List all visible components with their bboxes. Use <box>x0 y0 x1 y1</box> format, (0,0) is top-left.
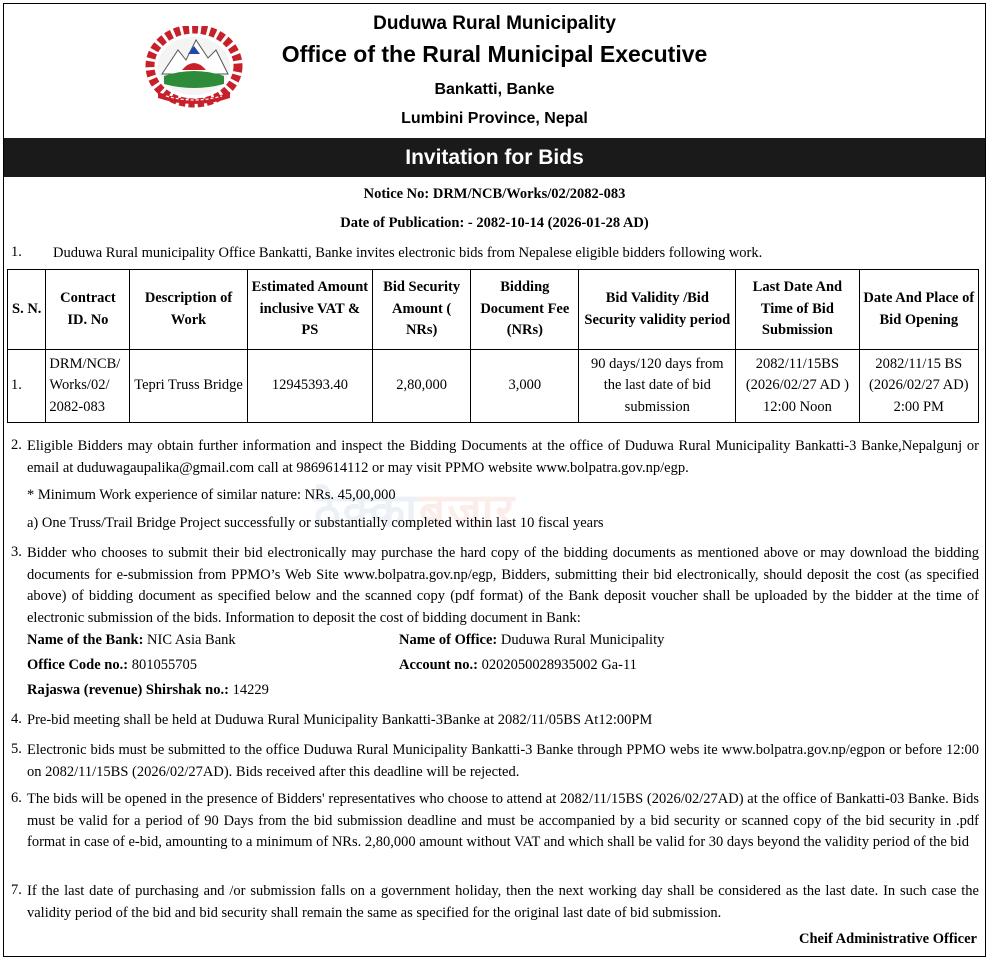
office-name: Office of the Rural Municipal Executive <box>281 41 708 67</box>
watermark-logo: ठेक्काबजार <box>314 483 517 537</box>
cell-bid-security: 2,80,000 <box>373 350 471 423</box>
item-2-text: Eligible Bidders may obtain further information and inspect the Bidding Documents at the office of Duduwa Rural Municipality Bankatti-3 Banke,Nepalgunj or email at duduwagaupalika@gmail.com call at 9869614112 or may visit PPMO website www.bolpatra.gov.np/egp. <box>27 438 979 476</box>
cell-document-fee: 3,000 <box>471 350 579 423</box>
table-header-row <box>8 270 979 350</box>
item-4-text: Pre-bid meeting shall be held at Duduwa Rural Municipality Bankatti-3Banke at 2082/11/05BS At12:00PM <box>27 712 653 728</box>
col-header-estimated-amount: Estimated Amount inclusive VAT & PS <box>247 270 372 350</box>
office-name-field: Name of Office: Duduwa Rural Municipality <box>399 632 665 648</box>
experience-condition: a) One Truss/Trail Bridge Project successfully or substantially completed within last 10 fiscal years <box>27 515 604 531</box>
publication-date: Date of Publication: - 2082-10-14 (2026-01-28 AD) <box>340 215 649 231</box>
signature-title: Cheif Administrative Officer <box>799 931 977 947</box>
invitation-banner: Invitation for Bids <box>4 138 985 177</box>
item-5-text: Electronic bids must be submitted to the office Duduwa Rural Municipality Bankatti-3 Banke through PPMO webs ite www.bolpatra.gov.np/egpon or before 12:00 on 2082/11/15BS (2026/02/27AD). Bids received after this deadline will be rejected. <box>27 742 979 780</box>
cell-sn: 1. <box>8 350 46 423</box>
item-number: 7. <box>11 882 22 898</box>
letterhead <box>4 4 985 138</box>
item-number: 4. <box>11 711 22 727</box>
office-address: Bankatti, Banke <box>434 81 555 98</box>
item-number: 6. <box>11 790 22 806</box>
rajaswa-shirshak: Rajaswa (revenue) Shirshak no.: 14229 <box>27 682 269 698</box>
item-number: 3. <box>11 544 22 560</box>
col-header-description: Description of Work <box>130 270 247 350</box>
office-province: Lumbini Province, Nepal <box>401 110 588 127</box>
col-header-opening: Date And Place of Bid Opening <box>859 270 978 350</box>
col-header-sn: S. N. <box>8 270 46 350</box>
municipality-name: Duduwa Rural Municipality <box>373 13 616 34</box>
office-code: Office Code no.: 801055705 <box>27 657 197 673</box>
item-number: 1. <box>11 244 22 260</box>
col-header-last-date: Last Date And Time of Bid Submission <box>736 270 859 350</box>
cell-last-date: 2082/11/15BS (2026/02/27 AD ) 12:00 Noon <box>736 350 859 423</box>
col-header-validity: Bid Validity /Bid Security validity period <box>579 270 736 350</box>
cell-opening: 2082/11/15 BS (2026/02/27 AD) 2:00 PM <box>859 350 978 423</box>
col-header-contract-id: Contract ID. No <box>46 270 130 350</box>
notice-sheet <box>3 3 986 957</box>
bank-name: Name of the Bank: NIC Asia Bank <box>27 632 236 648</box>
col-header-bid-security: Bid Security Amount ( NRs) <box>373 270 471 350</box>
table-row <box>8 350 979 423</box>
cell-estimated-amount: 12945393.40 <box>247 350 372 423</box>
bids-table <box>7 269 979 423</box>
col-header-document-fee: Bidding Document Fee (NRs) <box>471 270 579 350</box>
item-number: 5. <box>11 741 22 757</box>
cell-description: Tepri Truss Bridge <box>130 350 247 423</box>
cell-contract-id: DRM/NCB/ Works/02/ 2082-083 <box>46 350 130 423</box>
notice-number: Notice No: DRM/NCB/Works/02/2082-083 <box>363 186 626 202</box>
account-number: Account no.: 0202050028935002 Ga-11 <box>399 657 637 673</box>
item-6-text: The bids will be opened in the presence of Bidders' representatives who choose to attend at 2082/11/15BS (2026/02/27AD) at the office of Bankatti-03 Banke. Bids must be valid for a period of 90 Days from the bid submission deadline and must be accompanied by a bid security or scanned copy of the bid security in .pdf format in case of e-bid, amounting to a minimum of NRs. 2,80,000 amount without VAT and which shall be valid for 30 days beyond the validity period of the bid <box>27 791 979 850</box>
item-number: 2. <box>11 437 22 453</box>
item-1-text: Duduwa Rural municipality Office Bankatti, Banke invites electronic bids from Nepalese eligible bidders following work. <box>53 245 763 261</box>
cell-validity: 90 days/120 days from the last date of bid submission <box>579 350 736 423</box>
item-7-text: If the last date of purchasing and /or submission falls on a government holiday, then the next working day shall be considered as the last date. In such case the validity period of the bid and bid security shall remain the same as specified for the original last date of bid submission. <box>27 883 979 921</box>
min-experience: * Minimum Work experience of similar nature: NRs. 45,00,000 <box>27 487 396 503</box>
item-3-text: Bidder who chooses to submit their bid electronically may purchase the hard copy of the bidding documents as mentioned above or may download the bidding documents for e-submission from PPMO’s Web Site www.bolpatra.gov.np/egp, Bidders, submitting their bid electronically, should deposit the cost (as specified above) of bidding document as specified below and the scanned copy (pdf format) of the Bank deposit voucher shall be uploaded by the bidder at the time of electronic submission of the bids. Information to deposit the cost of bidding document in Bank: <box>27 545 979 626</box>
